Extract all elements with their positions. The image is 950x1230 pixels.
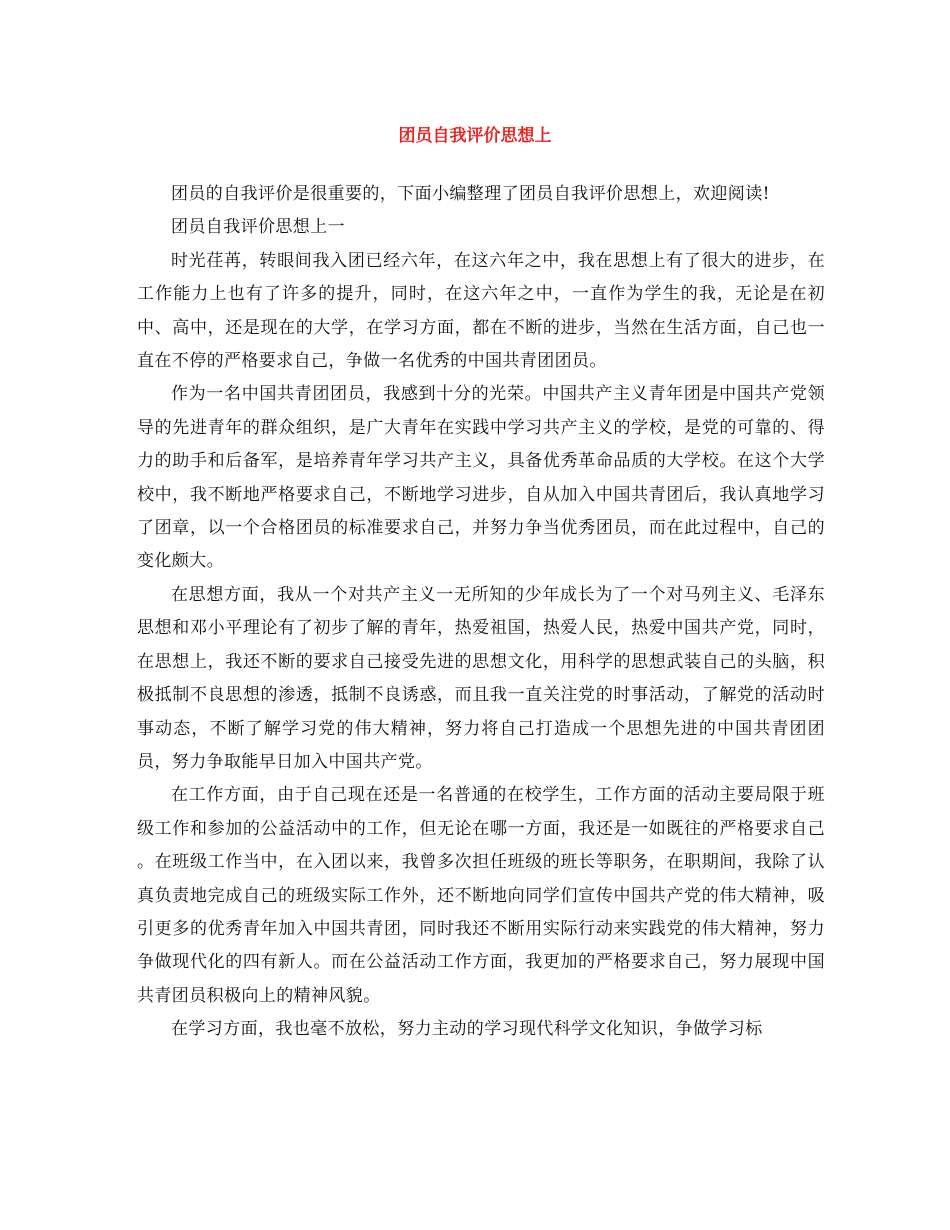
paragraph: 在思想方面，我从一个对共产主义一无所知的少年成长为了一个对马列主义、毛泽东思想和邓小平理论有了初步了解的青年，热爱祖国，热爱人民，热爱中国共产党，同时，在思想上，我还不断的要求自己接受先进的思想文化，用科学的思想武装自己的头脑，积极抵制不良思想的渗透，抵制不良诱惑，而且我一直关注党的时事活动，了解党的活动时事动态，不断了解学习党的伟大精神，努力将自己打造成一个思想先进的中国共青团团员，努力争取能早日加入中国共产党。	[137, 584, 825, 772]
paragraph: 作为一名中国共青团团员，我感到十分的光荣。中国共产主义青年团是中国共产党领导的先进青年的群众组织，是广大青年在实践中学习共产主义的学校，是党的可靠的、得力的助手和后备军，是培养青年学习共产主义，具备优秀革命品质的大学校。在这个大学校中，我不断地严格要求自己，不断地学习进步，自从加入中国共青团后，我认真地学习了团章，以一个合格团员的标准要求自己，并努力争当优秀团员，而在此过程中，自己的变化颇大。	[137, 384, 825, 572]
paragraph: 在学习方面，我也毫不放松，努力主动的学习现代科学文化知识，争做学习标	[171, 1019, 763, 1040]
paragraph-section-heading: 团员自我评价思想上一	[171, 217, 345, 238]
document-body	[137, 178, 825, 1047]
paragraph: 在工作方面，由于自己现在还是一名普通的在校学生，工作方面的活动主要局限于班级工作和参加的公益活动中的工作，但无论在哪一方面，我还是一如既往的严格要求自己 。在班级工作当中，在入团以来，我曾多次担任班级的班长等职务，在职期间，我除了认真负责地完成自己的班级实际工作外，还不断地向同学们宣传中国共产党的伟大精神，吸引更多的优秀青年加入中国共青团，同时我还不断用实际行动来实践党的伟大精神，努力争做现代化的四有新人。而在公益活动工作方面，我更加的严格要求自己，努力展现中国共青团员积极向上的精神风貌。	[137, 785, 825, 1006]
paragraph: 时光荏苒，转眼间我入团已经六年，在这六年之中，我在思想上有了很大的进步，在工作能力上也有了许多的提升，同时，在这六年之中，一直作为学生的我，无论是在初中、高中，还是现在的大学，在学习方面，都在不断的进步，当然在生活方面，自己也一直在不停的严格要求自己，争做一名优秀的中国共青团团员。	[137, 250, 825, 372]
document-title: 团员自我评价思想上	[398, 126, 552, 146]
paragraph-intro: 团员的自我评价是很重要的，下面小编整理了团员自我评价思想上，欢迎阅读!	[171, 184, 770, 204]
